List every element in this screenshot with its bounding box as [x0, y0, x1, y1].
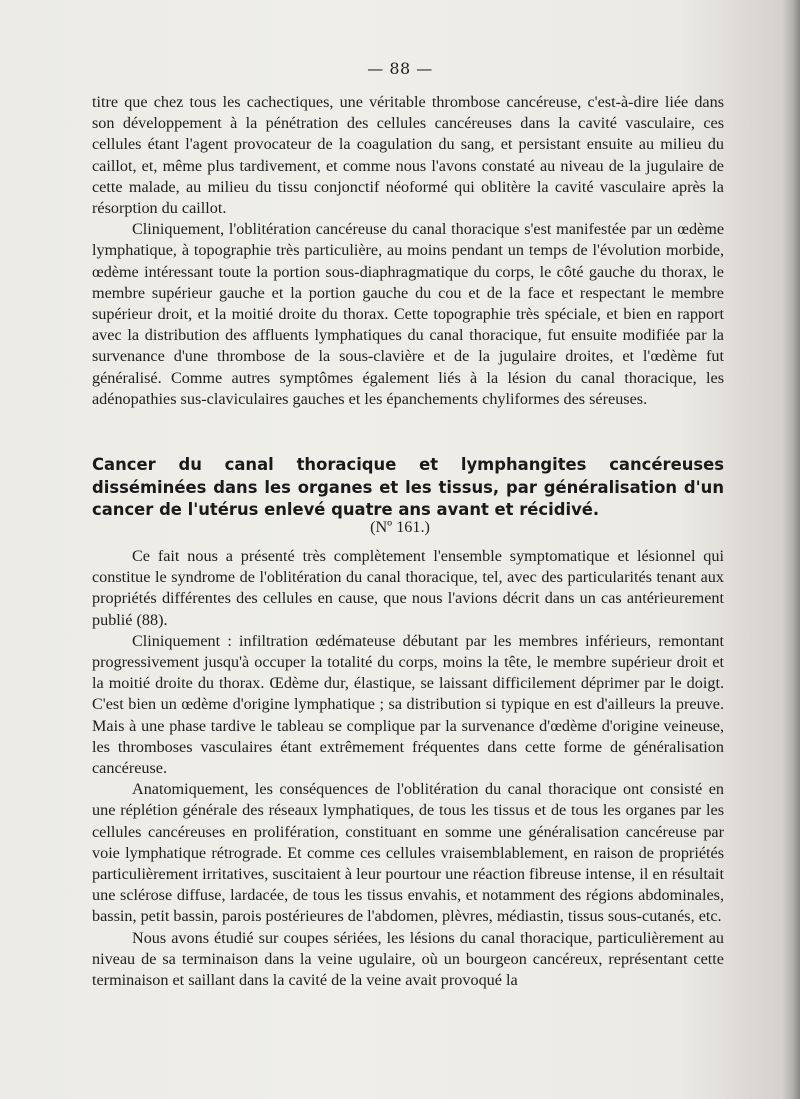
- page-number: — 88 —: [367, 59, 433, 78]
- text-block-bottom: [92, 546, 724, 991]
- paragraph: Nous avons étudié sur coupes sériées, les lésions du canal thoracique, particulièrement au niveau de sa terminaison dans la veine ugulaire, où un bourgeon cancéreux, représentant cette terminaison et saillant dans la cavité de la veine avait provoqué la: [92, 928, 724, 990]
- paragraph: Cliniquement : infiltration œdémateuse débutant par les membres inférieurs, remontant progressivement jusqu'à occuper la totalité du corps, moins la tête, le membre supérieur droit et la moitié droite du thorax. Œdème dur, élastique, se laissant difficilement déprimer par le doigt. C'est bien un œdème d'origine lymphatique ; sa distribution si typique en est d'ailleurs la preuve. Mais à une phase tardive le tableau se complique par la survenance d'œdème d'origine veineuse, les thromboses vasculaires étant extrêmement fréquentes dans cette forme de généralisation cancéreuse.: [92, 631, 724, 778]
- paragraph: Cliniquement, l'oblitération cancéreuse du canal thoracique s'est manifestée par un œdème lymphatique, à topographie très particulière, au moins pendant un temps de l'évolution morbide, œdème intéressant toute la portion sous-diaphragmatique du corps, le côté gauche du thorax, le membre supérieur gauche et la portion gauche du cou et de la face et respectant le membre supérieur droit, et la moitié droite du thorax. Cette topographie très spéciale, et bien en rapport avec la distribution des affluents lymphatiques du canal thoracique, fut ensuite modifiée par la survenance d'une thrombose de la sous-clavière et de la jugulaire droites, et l'œdème fut généralisé. Comme autres symptômes également liés à la lésion du canal thoracique, les adénopathies sus-claviculaires gauches et les épanchements chyliformes des séreuses.: [92, 220, 724, 408]
- page-edge-shadow: [782, 0, 800, 1099]
- section-heading: Cancer du canal thoracique et lymphangites cancéreuses disséminées dans les organes et les tissus, par généralisation d'un cancer de l'utérus enlevé quatre ans avant et récidivé.: [92, 455, 724, 519]
- text-block-top: [92, 92, 724, 410]
- paragraph: titre que chez tous les cachectiques, une véritable thrombose cancéreuse, c'est-à-dire liée dans son développement à la pénétration des cellules cancéreuses dans la cavité vasculaire, ces cellules étant l'agent provocateur de la coagulation du sang, et persistant ensuite au milieu du caillot, et, même plus tardivement, et comme nous l'avons constaté au niveau de la jugulaire de cette malade, au milieu du tissu conjonctif néoformé qui oblitère la cavité vasculaire après la résorption du caillot.: [92, 93, 724, 218]
- case-number: (Nº 161.): [370, 518, 430, 536]
- paragraph: Ce fait nous a présenté très complètement l'ensemble symptomatique et lésionnel qui constitue le syndrome de l'oblitération du canal thoracique, tel, avec des particularités tenant aux propriétés différentes des cellules en cause, que nous l'avions décrit dans un cas antérieurement publié (88).: [92, 547, 724, 629]
- paragraph: Anatomiquement, les conséquences de l'oblitération du canal thoracique ont consisté en une réplétion générale des réseaux lymphatiques, de tous les tissus et de tous les organes par les cellules cancéreuses en prolifération, constituant en somme une généralisation cancéreuse par voie lymphatique rétrograde. Et comme ces cellules vraisemblablement, en raison de propriétés particulièrement irritatives, suscitaient à leur pourtour une réaction fibreuse intense, il en résultait une sclérose diffuse, lardacée, de tous les tissus envahis, et notamment des régions abdominales, bassin, petit bassin, parois postérieures de l'abdomen, plèvres, médiastin, tissus sous-cutanés, etc.: [92, 780, 724, 926]
